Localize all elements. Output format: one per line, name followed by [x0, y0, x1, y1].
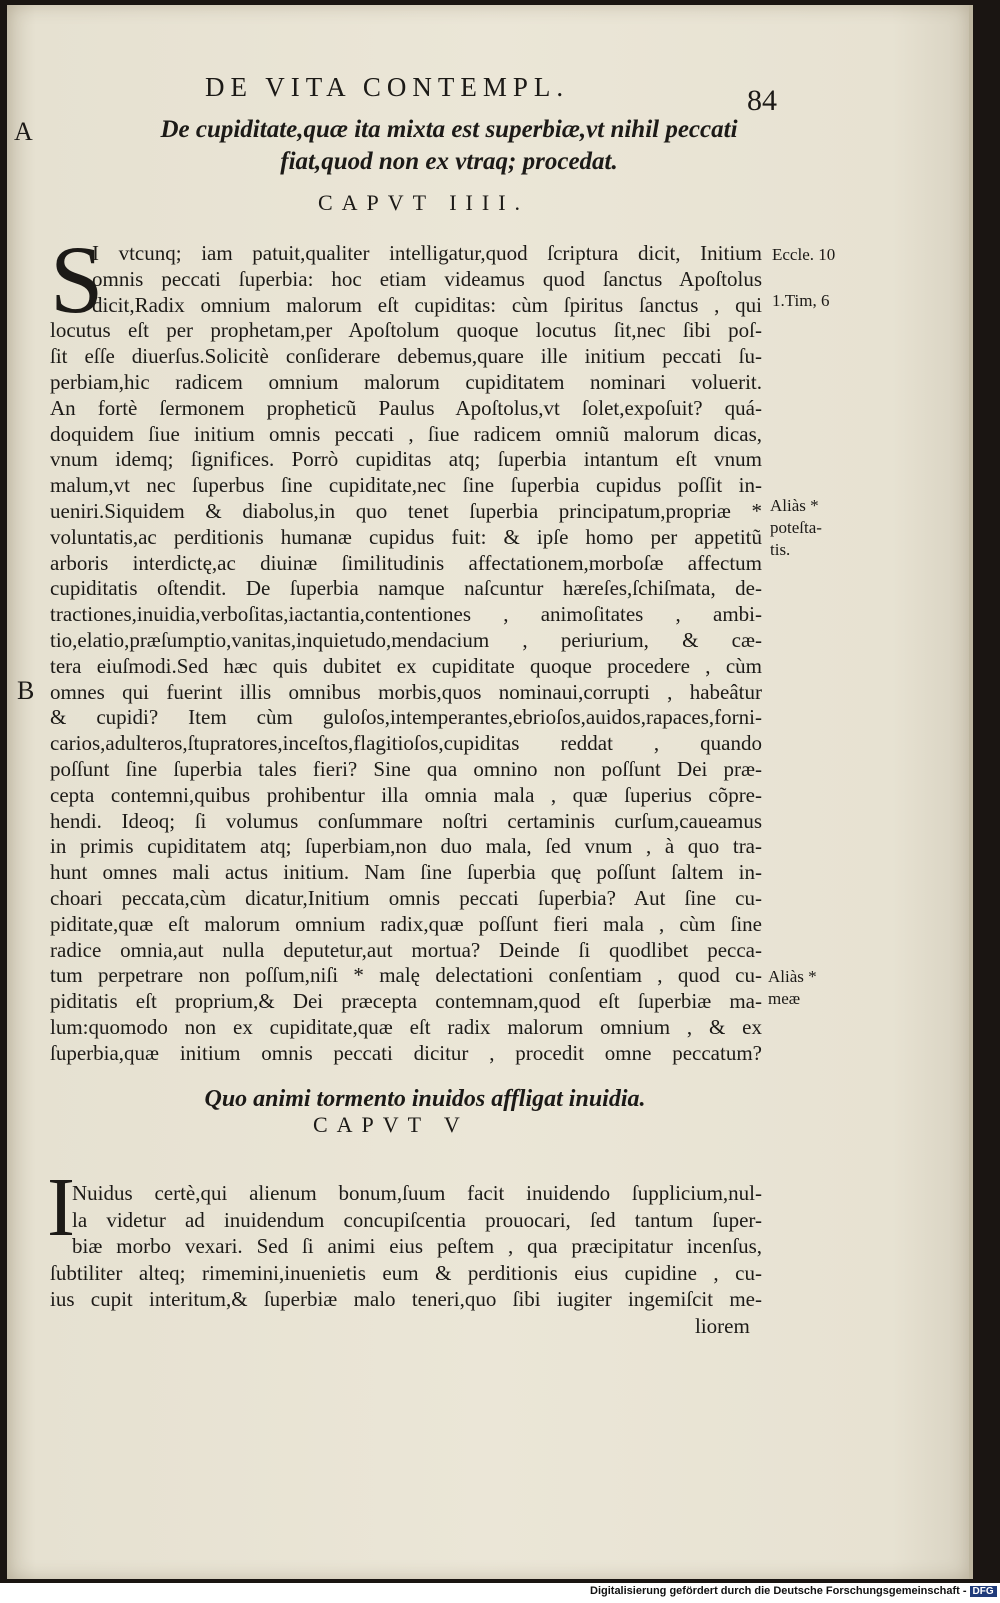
- body-line: voluntatis,ac perditionis humanæ cupidus fuit: & ipſe homo per appetitũ: [50, 524, 762, 549]
- body-line: ſubtiliter alteq; rimemini,inuenietis eum & perditionis eius cupidine , cu-: [50, 1260, 762, 1285]
- drop-cap-i: I: [47, 1161, 75, 1254]
- body-line: in primis cupiditatem atq; ſuperbiam,non duo mala, ſed vnum , à quo tra-: [50, 834, 762, 859]
- body-line: piditate,quæ eſt malorum omnium radix,quæ poſſunt fieri mala , cùm ſine: [50, 911, 762, 936]
- chapter-5-heading: Quo animi tormento inuidos affligat inuidia.: [204, 1086, 646, 1112]
- body-line: tera eiuſmodi.Sed hæc quis dubitet ex cupiditate quoque procedere , cùm: [50, 653, 762, 678]
- drop-cap-s: S: [50, 226, 104, 333]
- chapter-4-heading-line: fiat,quod non ex vtraq; procedat.: [280, 148, 618, 175]
- body-line: ius cupit interitum,& ſuperbiæ malo teneri,quo ſibi iugiter ingemiſcit me-: [50, 1287, 762, 1312]
- running-head: DE VITA CONTEMPL.: [205, 72, 570, 102]
- body-line: malum,vt nec ſuperbus ſine cupiditate,nec ſine ſuperbia cupidus poſſit in-: [50, 473, 762, 498]
- marginal-note-line: Aliàs *: [768, 967, 817, 986]
- body-line: An fortè ſermonem propheticũ Paulus Apoſtolus,vt ſolet,expoſuit? quá-: [50, 395, 762, 420]
- body-line: omnis peccati ſuperbia: hoc etiam videamus quod ſanctus Apoſtolus: [92, 266, 762, 291]
- body-line: tio,elatio,præſumptio,vanitas,inquietudo,mendacium , periurium, & cæ-: [50, 628, 762, 652]
- marginal-note: [770, 495, 822, 561]
- marginal-note-line: 1.Tim, 6: [772, 291, 830, 310]
- chapter-4-heading: [124, 114, 774, 178]
- catchword: liorem: [695, 1314, 750, 1338]
- margin-letter-b: B: [17, 676, 35, 705]
- footer-credit: [590, 1585, 997, 1597]
- footer-text: Digitalisierung gefördert durch die Deutsche Forschungsgemeinschaft -: [590, 1585, 967, 1597]
- body-line: lum:quomodo non ex cupiditate,quæ eſt radix malorum omnium , & ex: [50, 1015, 762, 1039]
- body-line: locutus eſt per prophetam,per Apoſtolum quoque locutus ſit,nec ſibi poſ-: [50, 318, 762, 343]
- body-line: radice omnia,aut nulla deputetur,aut mortua? Deinde ſi quodlibet pecca-: [50, 937, 762, 962]
- marginal-note-line: meæ: [768, 989, 801, 1008]
- body-line: piditatis eſt proprium,& Dei præcepta contemnam,quod eſt ſuperbiæ ma-: [50, 989, 762, 1014]
- margin-letter-a: A: [14, 117, 33, 146]
- marginal-note: [772, 290, 829, 312]
- body-line: tum perpetrare non poſſum,niſi * malę delectationi conſentiam , quod cu-: [50, 963, 762, 988]
- dfg-logo: DFG: [970, 1586, 997, 1597]
- marginal-note: [768, 966, 817, 1010]
- page-edge: [969, 5, 973, 1579]
- body-line: ueniri.Siquidem & diabolus,in quo tenet ſuperbia principatum,propriæ *: [50, 499, 762, 523]
- marginal-note-line: tis.: [770, 540, 791, 559]
- body-line: arboris interdictę,ac diuinæ ſimilitudinis affectationem,morboſæ affectum: [50, 550, 762, 575]
- marginal-note-line: Aliàs *: [770, 496, 819, 515]
- body-line: vnum idemq; ſignifices. Porrò cupiditas atq; ſuperbia intantum eſt vnum: [50, 447, 762, 472]
- body-line: ſit eſſe diuerſus.Solicitè conſiderare debemus,quare ille initium peccati ſu-: [50, 344, 762, 369]
- page-number: 84: [747, 84, 777, 117]
- body-line: carios,adulteros,ſtupratores,inceſtos,flagitioſos,cupiditas reddat , quando: [50, 731, 762, 756]
- chapter-5-number: CAPVT V: [313, 1112, 469, 1137]
- body-line: ſuperbia,quæ initium omnis peccati dicitur , procedit omne peccatum?: [50, 1040, 762, 1065]
- body-line: tractiones,inuidia,verboſitas,iactantia,contentiones , animoſitates , ambi-: [50, 602, 762, 627]
- marginal-note-line: poteſta-: [770, 518, 822, 537]
- body-line: & cupidi? Item cùm guloſos,intemperantes,ebrioſos,auidos,rapaces,forni-: [50, 705, 762, 730]
- body-line: doquidem ſiue initium omnis peccati , ſiue radicem omniũ malorum dicas,: [50, 421, 762, 446]
- body-line: poſſunt ſine ſuperbia tales fieri? Sine qua omnino non poſſunt Dei præ-: [50, 757, 762, 781]
- body-line: Nuidus certè,qui alienum bonum,ſuum facit inuidendo ſupplicium,nul-: [72, 1181, 762, 1205]
- chapter-4-heading-line: De cupiditate,quæ ita mixta est superbiæ,vt nihil peccati: [160, 116, 738, 143]
- marginal-note: [772, 244, 835, 266]
- chapter-4-number: CAPVT IIII.: [318, 190, 530, 215]
- body-line: perbiam,hic radicem omnium malorum cupiditatem nominari voluerit.: [50, 370, 762, 394]
- body-line: cepta contemni,quibus prohibentur illa omnia mala , quæ ſuperius cõpre-: [50, 782, 762, 807]
- body-line: hendi. Ideoq; ſi volumus conſummare noſtri certaminis curſum,caueamus: [50, 808, 762, 833]
- marginal-note-line: Eccle. 10: [772, 245, 836, 264]
- body-line: la videtur ad inuidendum concupiſcentia prouocari, ſed tantum ſuper-: [72, 1207, 762, 1232]
- body-line: dicit,Radix omnium malorum eſt cupiditas: cùm ſpiritus ſanctus , qui: [92, 292, 762, 317]
- body-line: biæ morbo vexari. Sed ſi animi eius peſtem , qua præcipitatur incenſus,: [72, 1234, 762, 1259]
- body-line: choari peccata,cùm dicatur,Initium omnis peccati ſuperbia? Aut ſine cu-: [50, 886, 762, 910]
- body-line: I vtcunq; iam patuit,qualiter intelligatur,quod ſcriptura dicit, Initium: [92, 241, 762, 265]
- body-line: hunt omnes mali actus initium. Nam ſine ſuperbia quę poſſunt ſaltem in-: [50, 860, 762, 885]
- body-line: cupiditatis oſtendit. De ſuperbia namque naſcuntur hæreſes,ſchiſmata, de-: [50, 576, 762, 601]
- body-line: omnes qui fuerint illis omnibus morbis,quos nominaui,corrupti , habeâtur: [50, 679, 762, 704]
